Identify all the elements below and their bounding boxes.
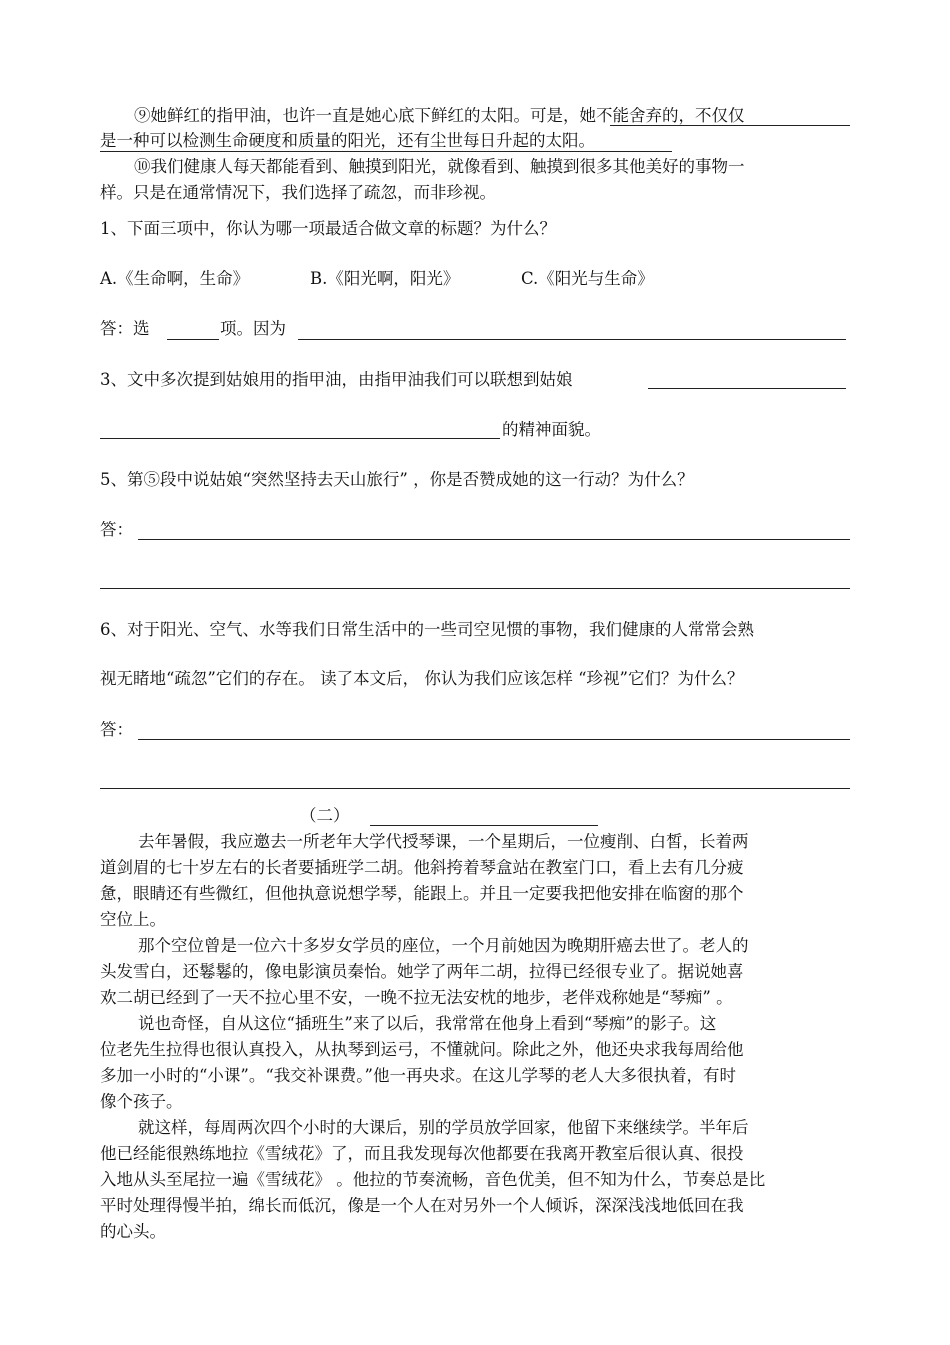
question-6-answer-label: 答：: [100, 720, 133, 739]
section-two-line: 位老先生拉得也很认真投入，从执琴到运弓，不懂就问。除此之外，他还央求我每周给他: [100, 1040, 744, 1059]
question-1-text: 1、下面三项中，你认为哪一项最适合做文章的标题？为什么？: [100, 219, 556, 238]
section-two-line: 他已经能很熟练地拉《雪绒花》了，而且我发现每次他都要在我离开教室后很认真、很投: [100, 1144, 744, 1163]
question-6-answer-line-2[interactable]: [100, 788, 850, 789]
question-1-answer-mid: 项。因为: [220, 319, 286, 338]
section-two-line: 说也奇怪，自从这位“插班生”来了以后，我常常在他身上看到“琴痴”的影子。这: [138, 1014, 717, 1033]
question-6-line-2: 视无睹地“疏忽”它们的存在。 读了本文后， 你认为我们应该怎样 “珍视”它们？为什么？: [100, 669, 744, 688]
question-5-answer-line-1[interactable]: [138, 539, 850, 540]
question-3-suffix: 的精神面貌。: [502, 420, 601, 439]
question-1-reason-blank[interactable]: [298, 339, 846, 340]
paragraph-9-line-1: ⑨她鲜红的指甲油，也许一直是她心底下鲜红的太阳。可是，她不能舍弃的，不仅仅: [134, 106, 745, 125]
section-two-heading: （二）: [300, 806, 350, 825]
question-5-answer-label: 答：: [100, 520, 133, 539]
section-two-line: 去年暑假，我应邀去一所老年大学代授琴课，一个星期后，一位瘦削、白皙，长着两: [138, 832, 749, 851]
section-two-line: 平时处理得慢半拍，绵长而低沉，像是一个人在对另外一个人倾诉，深深浅浅地低回在我: [100, 1196, 744, 1215]
underline: [610, 125, 850, 126]
section-two-line: 惫，眼睛还有些微红，但他执意说想学琴，能跟上。并且一定要我把他安排在临窗的那个: [100, 884, 744, 903]
section-two-line: 那个空位曾是一位六十多岁女学员的座位，一个月前她因为晚期肝癌去世了。老人的: [138, 936, 749, 955]
question-1-option-c: C.《阳光与生命》: [521, 269, 654, 288]
section-two-line: 道剑眉的七十岁左右的长者要插班学二胡。他斜挎着琴盒站在教室门口，看上去有几分疲: [100, 858, 744, 877]
question-3-blank-2[interactable]: [100, 438, 500, 439]
question-5-text: 5、第⑤段中说姑娘“突然坚持去天山旅行” ，你是否赞成她的这一行动？为什么？: [100, 470, 694, 489]
section-two-line: 的心头。: [100, 1222, 166, 1241]
paragraph-10-line-2: 样。只是在通常情况下，我们选择了疏忽，而非珍视。: [100, 183, 496, 202]
underline: [100, 151, 672, 152]
question-1-option-a: A.《生命啊，生命》: [100, 269, 250, 288]
paragraph-10-line-1: ⑩我们健康人每天都能看到、触摸到阳光，就像看到、触摸到很多其他美好的事物一: [134, 157, 745, 176]
paragraph-9-line-2: 是一种可以检测生命硬度和质量的阳光，还有尘世每日升起的太阳。: [100, 131, 595, 150]
question-6-answer-line-1[interactable]: [138, 739, 850, 740]
question-6-line-1: 6、对于阳光、空气、水等我们日常生活中的一些司空见惯的事物，我们健康的人常常会熟: [100, 620, 754, 639]
section-two-line: 头发雪白，还鬈鬈的，像电影演员秦怡。她学了两年二胡，拉得已经很专业了。据说她喜: [100, 962, 744, 981]
question-3-text: 3、文中多次提到姑娘用的指甲油，由指甲油我们可以联想到姑娘: [100, 370, 573, 389]
section-two-line: 欢二胡已经到了一天不拉心里不安，一晚不拉无法安枕的地步，老伴戏称她是“琴痴” 。: [100, 988, 733, 1007]
question-1-answer-prefix: 答：选: [100, 319, 150, 338]
section-two-line: 就这样，每周两次四个小时的大课后，别的学员放学回家，他留下来继续学。半年后: [138, 1118, 749, 1137]
question-5-answer-line-2[interactable]: [100, 588, 850, 589]
section-two-title-blank[interactable]: [370, 825, 598, 826]
question-3-blank-1[interactable]: [648, 388, 846, 389]
section-two-line: 像个孩子。: [100, 1092, 183, 1111]
section-two-line: 多加一小时的“小课”。“我交补课费。”他一再央求。在这儿学琴的老人大多很执着，有时: [100, 1066, 736, 1085]
question-1-choice-blank[interactable]: [167, 339, 219, 340]
section-two-line: 空位上。: [100, 910, 166, 929]
section-two-line: 入地从头至尾拉一遍《雪绒花》 。他拉的节奏流畅，音色优美，但不知为什么，节奏总是比: [100, 1170, 766, 1189]
question-1-option-b: B.《阳光啊，阳光》: [310, 269, 460, 288]
